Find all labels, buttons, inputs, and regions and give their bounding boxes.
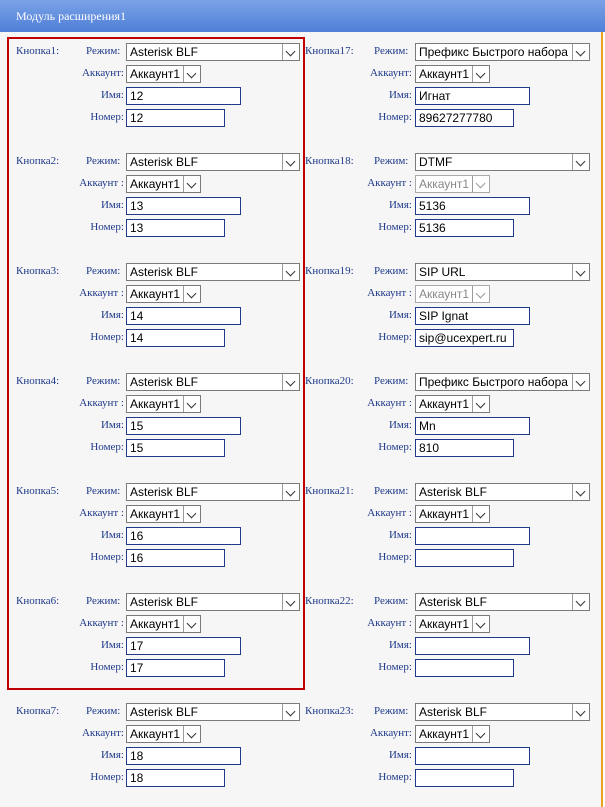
- mode-select[interactable]: [126, 593, 300, 611]
- mode-label: Режим:: [86, 45, 121, 57]
- number-input[interactable]: 13: [126, 219, 225, 237]
- number-input[interactable]: 17: [126, 659, 225, 677]
- chevron-down-icon: [572, 154, 589, 170]
- account-select[interactable]: [126, 175, 201, 193]
- name-label: Имя:: [388, 529, 412, 541]
- number-input[interactable]: 810: [415, 439, 514, 457]
- mode-select-value: Asterisk BLF: [130, 45, 199, 59]
- account-label: Аккаунт:: [369, 67, 412, 79]
- account-select[interactable]: [126, 505, 201, 523]
- mode-label: Режим:: [374, 595, 409, 607]
- name-input[interactable]: 18: [126, 747, 241, 765]
- chevron-down-icon: [282, 704, 299, 720]
- account-select-value: Аккаунт1: [130, 287, 181, 301]
- key-label: Кнопка4:: [16, 375, 60, 387]
- account-select[interactable]: [415, 175, 490, 193]
- name-label: Имя:: [100, 749, 124, 761]
- key-label: Кнопка20:: [305, 375, 354, 387]
- mode-select-value: Asterisk BLF: [130, 595, 199, 609]
- number-label: Номер:: [378, 111, 412, 123]
- mode-select-value: Asterisk BLF: [130, 485, 199, 499]
- account-select-value: Аккаунт1: [130, 617, 181, 631]
- number-input[interactable]: 89627277780: [415, 109, 514, 127]
- number-label: Номер:: [378, 551, 412, 563]
- name-input[interactable]: 17: [126, 637, 241, 655]
- account-label: Аккаунт :: [367, 507, 412, 519]
- number-label: Номер:: [378, 221, 412, 233]
- key-label: Кнопка22:: [305, 595, 354, 607]
- name-label: Имя:: [100, 529, 124, 541]
- mode-label: Режим:: [374, 485, 409, 497]
- account-select[interactable]: [126, 65, 201, 83]
- account-select[interactable]: [415, 285, 490, 303]
- mode-select[interactable]: [126, 263, 300, 281]
- name-input[interactable]: Mn: [415, 417, 530, 435]
- account-select-value: Аккаунт1: [419, 287, 470, 301]
- number-label: Номер:: [90, 771, 124, 783]
- name-label: Имя:: [100, 199, 124, 211]
- account-select-value: Аккаунт1: [130, 397, 181, 411]
- account-select-value: Аккаунт1: [419, 507, 470, 521]
- mode-select-value: Asterisk BLF: [130, 705, 199, 719]
- account-select-value: Аккаунт1: [130, 507, 181, 521]
- number-input[interactable]: sip@ucexpert.ru: [415, 329, 514, 347]
- name-input[interactable]: 12: [126, 87, 241, 105]
- mode-label: Режим:: [374, 45, 409, 57]
- name-input[interactable]: 5136: [415, 197, 530, 215]
- mode-select[interactable]: [415, 153, 590, 171]
- account-label: Аккаунт :: [367, 397, 412, 409]
- number-label: Номер:: [378, 661, 412, 673]
- key-label: Кнопка18:: [305, 155, 354, 167]
- mode-select[interactable]: [126, 373, 300, 391]
- name-label: Имя:: [388, 749, 412, 761]
- chevron-down-icon: [572, 264, 589, 280]
- mode-select-value: Asterisk BLF: [130, 375, 199, 389]
- chevron-down-icon: [183, 506, 200, 522]
- mode-label: Режим:: [374, 375, 409, 387]
- mode-select-value: Asterisk BLF: [419, 705, 488, 719]
- mode-label: Режим:: [86, 375, 121, 387]
- chevron-down-icon: [572, 484, 589, 500]
- name-label: Имя:: [388, 199, 412, 211]
- mode-select[interactable]: [415, 373, 590, 391]
- number-label: Номер:: [90, 551, 124, 563]
- chevron-down-icon: [282, 154, 299, 170]
- name-input[interactable]: [415, 637, 530, 655]
- name-label: Имя:: [100, 89, 124, 101]
- number-input[interactable]: 12: [126, 109, 225, 127]
- account-select[interactable]: [126, 395, 201, 413]
- account-label: Аккаунт :: [79, 397, 124, 409]
- mode-select[interactable]: [126, 43, 300, 61]
- account-label: Аккаунт :: [79, 617, 124, 629]
- mode-select[interactable]: [415, 703, 590, 721]
- account-label: Аккаунт :: [367, 617, 412, 629]
- account-label: Аккаунт:: [81, 727, 124, 739]
- account-select[interactable]: [126, 725, 201, 743]
- account-select-value: Аккаунт1: [419, 397, 470, 411]
- account-label: Аккаунт :: [79, 507, 124, 519]
- name-label: Имя:: [388, 89, 412, 101]
- number-label: Номер:: [378, 331, 412, 343]
- chevron-down-icon: [472, 506, 489, 522]
- name-label: Имя:: [100, 419, 124, 431]
- name-input[interactable]: [415, 747, 530, 765]
- chevron-down-icon: [282, 374, 299, 390]
- key-label: Кнопка2:: [16, 155, 60, 167]
- account-select[interactable]: [126, 285, 201, 303]
- chevron-down-icon: [472, 66, 489, 82]
- mode-select-value: DTMF: [419, 155, 453, 169]
- chevron-down-icon: [472, 616, 489, 632]
- account-label: Аккаунт :: [79, 287, 124, 299]
- name-input[interactable]: SIP Ignat: [415, 307, 530, 325]
- name-input[interactable]: 14: [126, 307, 241, 325]
- account-select-value: Аккаунт1: [419, 727, 470, 741]
- mode-label: Режим:: [86, 155, 121, 167]
- panel-title: Модуль расширения1: [0, 0, 605, 32]
- number-input[interactable]: [415, 769, 514, 787]
- number-input[interactable]: 15: [126, 439, 225, 457]
- mode-label: Режим:: [86, 265, 121, 277]
- chevron-down-icon: [472, 396, 489, 412]
- chevron-down-icon: [282, 264, 299, 280]
- name-input[interactable]: [415, 527, 530, 545]
- name-label: Имя:: [388, 419, 412, 431]
- account-select[interactable]: [126, 615, 201, 633]
- account-select-value: Аккаунт1: [130, 67, 181, 81]
- account-select[interactable]: [415, 615, 490, 633]
- number-label: Номер:: [90, 221, 124, 233]
- chevron-down-icon: [282, 484, 299, 500]
- chevron-down-icon: [472, 176, 489, 192]
- mode-select[interactable]: [415, 483, 590, 501]
- mode-select[interactable]: [126, 703, 300, 721]
- mode-select[interactable]: [126, 483, 300, 501]
- name-label: Имя:: [100, 639, 124, 651]
- mode-select-value: Asterisk BLF: [419, 485, 488, 499]
- key-label: Кнопка19:: [305, 265, 354, 277]
- mode-select[interactable]: [415, 43, 590, 61]
- key-label: Кнопка17:: [305, 45, 354, 57]
- number-label: Номер:: [378, 441, 412, 453]
- key-label: Кнопка1:: [16, 45, 60, 57]
- account-select[interactable]: [415, 505, 490, 523]
- account-select-value: Аккаунт1: [419, 617, 470, 631]
- chevron-down-icon: [183, 176, 200, 192]
- name-label: Имя:: [388, 639, 412, 651]
- number-label: Номер:: [90, 111, 124, 123]
- account-select-value: Аккаунт1: [419, 67, 470, 81]
- number-input[interactable]: 5136: [415, 219, 514, 237]
- name-input[interactable]: 15: [126, 417, 241, 435]
- mode-select-value: SIP URL: [419, 265, 466, 279]
- number-input[interactable]: [415, 659, 514, 677]
- chevron-down-icon: [472, 726, 489, 742]
- number-label: Номер:: [90, 661, 124, 673]
- name-input[interactable]: Игнат: [415, 87, 530, 105]
- number-input[interactable]: 18: [126, 769, 225, 787]
- name-label: Имя:: [100, 309, 124, 321]
- mode-select[interactable]: [415, 263, 590, 281]
- account-select[interactable]: [415, 65, 490, 83]
- chevron-down-icon: [183, 66, 200, 82]
- chevron-down-icon: [183, 286, 200, 302]
- account-select-value: Аккаунт1: [130, 177, 181, 191]
- chevron-down-icon: [282, 594, 299, 610]
- chevron-down-icon: [472, 286, 489, 302]
- key-label: Кнопка7:: [16, 705, 60, 717]
- account-select[interactable]: [415, 725, 490, 743]
- mode-select-value: Asterisk BLF: [130, 265, 199, 279]
- account-select-value: Аккаунт1: [130, 727, 181, 741]
- number-label: Номер:: [378, 771, 412, 783]
- account-label: Аккаунт :: [79, 177, 124, 189]
- name-input[interactable]: 13: [126, 197, 241, 215]
- account-label: Аккаунт:: [81, 67, 124, 79]
- key-label: Кнопка23:: [305, 705, 354, 717]
- mode-label: Режим:: [374, 155, 409, 167]
- number-label: Номер:: [90, 441, 124, 453]
- key-label: Кнопка3:: [16, 265, 60, 277]
- account-label: Аккаунт :: [367, 287, 412, 299]
- mode-select-value: Asterisk BLF: [130, 155, 199, 169]
- account-label: Аккаунт:: [369, 727, 412, 739]
- key-label: Кнопка5:: [16, 485, 60, 497]
- name-input[interactable]: 16: [126, 527, 241, 545]
- number-input[interactable]: 16: [126, 549, 225, 567]
- chevron-down-icon: [183, 726, 200, 742]
- number-label: Номер:: [90, 331, 124, 343]
- mode-select[interactable]: [126, 153, 300, 171]
- mode-label: Режим:: [86, 705, 121, 717]
- account-label: Аккаунт :: [367, 177, 412, 189]
- mode-select-value: Asterisk BLF: [419, 595, 488, 609]
- mode-select-value: Префикс Быстрого набора: [419, 375, 568, 389]
- key-label: Кнопка6:: [16, 595, 60, 607]
- number-input[interactable]: 14: [126, 329, 225, 347]
- account-select-value: Аккаунт1: [419, 177, 470, 191]
- chevron-down-icon: [572, 594, 589, 610]
- mode-label: Режим:: [374, 705, 409, 717]
- mode-label: Режим:: [86, 595, 121, 607]
- chevron-down-icon: [183, 396, 200, 412]
- name-label: Имя:: [388, 309, 412, 321]
- number-input[interactable]: [415, 549, 514, 567]
- chevron-down-icon: [572, 704, 589, 720]
- mode-select-value: Префикс Быстрого набора: [419, 45, 568, 59]
- key-label: Кнопка21:: [305, 485, 354, 497]
- chevron-down-icon: [282, 44, 299, 60]
- mode-label: Режим:: [374, 265, 409, 277]
- chevron-down-icon: [572, 44, 589, 60]
- mode-select[interactable]: [415, 593, 590, 611]
- chevron-down-icon: [572, 374, 589, 390]
- mode-label: Режим:: [86, 485, 121, 497]
- chevron-down-icon: [183, 616, 200, 632]
- account-select[interactable]: [415, 395, 490, 413]
